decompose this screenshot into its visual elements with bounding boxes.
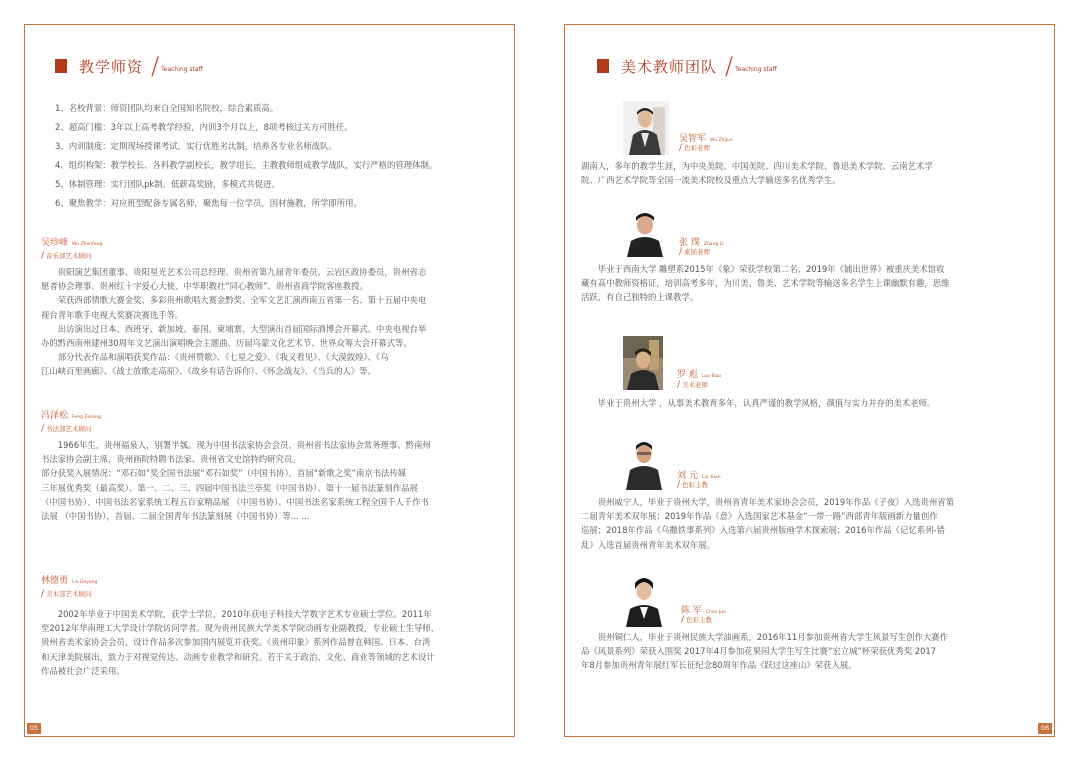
advisor-role: 音乐部艺术顾问 [46,252,92,260]
bio-line: 2002年毕业于中国美术学院，获学士学位，2010年获电子科技大学数字艺术专业硕士学位。2011年 [41,609,432,619]
teacher-name: 吴智军 [679,134,707,144]
teacher-photo [623,336,663,390]
intro-item: 1、名校背景：师资团队均来自全国知名院校，综合素质高。 [55,103,279,113]
bio-line: 院、广西艺术学院等全国一流美术院校及重点大学输送多名优秀学生。 [581,175,841,186]
teacher-name: 陈 军 [681,606,702,616]
bio-line: 部分代表作品和演唱获奖作品：《贵州赞歌》、《七星之爱》、《我又看见》、《大漠敦煌》、《乌 [41,352,389,363]
teacher-name: 刘 元 [677,471,698,481]
bio-line: 湖南人，多年的教学生涯，为中央美院、中国美院、四川美术学院、鲁迅美术学院、云南艺术学 [581,161,933,171]
title-slash: / [151,52,160,80]
bio-line: 巡展；2018年作品《乌撒铁事系列》入选第六届贵州版画学术探索展；2016年作品《记忆系列-错 [581,525,945,536]
teacher-photo [623,432,665,490]
bio-line: （中国书协）、中国书法名家系统工程五百家精品展 （中国书协）、中国书法名家系统工程全国千人千作书 [41,496,429,507]
title-cn: 美术教师团队 [621,58,718,76]
teacher-bio [581,630,948,673]
bio-line: 二届青年美术双年展；2019年作品《意》入选国家艺术基金“一带一路”西部青年版画新力量创作 [581,511,938,522]
advisor-name-en: Feng Zesong [72,415,101,420]
teacher-role: 素描老师 [684,248,711,256]
bio-line: 活跃，有自己独特的上课教学。 [581,292,699,303]
bio-line: 品《风景系列》荣获入围奖 2017年4月参加花果园大学生写生比赛“宏立城”杯荣获优秀奖 2017 [581,646,937,657]
bio-line: 和天津美院展出，致力于对视觉传达、动画专业教学和研究。若干关于政治、文化、商业等领域的艺术设计 [41,651,435,662]
teacher-role: 色彩主教 [682,481,709,489]
teacher-photo [623,101,669,155]
bio-line: 年8月参加贵州青年展红军长征纪念80周年作品《跃过这座山》荣获入展。 [581,660,857,671]
advisor-role: 美术部艺术顾问 [46,590,92,598]
advisor-bio [41,607,501,678]
title-en: Teaching staff [735,66,777,73]
advisor-wu: 吴珍峰 Wu Zhenfeng / 音乐部艺术顾问 贵阳演艺集团董事、贵阳星光艺术公司总经理、贵州省第九届青年委员、云岩区政协委员，贵州省志 愿者协会理事、贵州红十字爱心大使、中华职教社“同心教师”、贵州省商学院客座教授。 荣获西部情歌大赛金奖、多彩贵州歌唱大赛金黔奖、全军文艺汇演西南五省第一名、第十五届中央电 视台青年歌手电视大奖赛决赛选手等。 出访演出过日本、西班牙、新加坡、泰国、柬埔寨、大型演出首届国际酒博会开幕式、中央电视台举 办的黔西南州建州30周年文艺演出演唱晚会主题曲、历届乌蒙文化艺术节、世界众筹大会开幕式等。 部分代表作品和演唱获奖作品：《贵州赞歌》、《七星之爱》、《我又看见》、《大漠敦煌》、《乌 江山峡百里画廊》、《战士放歌走高原》、《故乡有话告诉你》、《怀念战友》、《当兵的人》等。 [41,235,501,379]
bio-line: 视台青年歌手电视大奖赛决赛选手等。 [41,309,184,320]
title-square-icon [597,59,609,73]
teacher-photo [623,571,665,627]
bio-line: 书法家协会副主席，贵州画院特聘书法家、贵州省文史馆特约研究员。 [41,454,301,465]
right-page: 美术教师团队 / Teaching staff 吴智军 Wu Zhijun / 色彩老师 湖南人，多年的教学生涯，为中央美院、中国美院、四川美术学院、鲁迅美术学院、云南艺术学 院、广西艺术学院等全国一流美术院校及重点大学输送多名优秀学生。 张 璞 Zhang Li / 素描老师 毕业于西南大学 雕塑系2015年《象》荣获学校第二名、2019年《铺出世界》被重庆美术馆收 藏有高中教师资格证，培训高考多年，为川美、鲁美、艺术学院等输送多名学生上课幽默有趣，思维 活跃，有自己独特的上课教学。 罗 彪 Luo Biao / 美术老师 毕业于贵州大学 ，从事美术教育多年，认真严谨的教学风格，颜值与实力并存的美术老师。 刘 元 Liu Yuan / 色彩主教 贵州威宁人，毕业于贵州大学，贵州省青年美术家协会会员，2019年作品《子夜》入选贵州省第 二届青年美术双年展；2019年作品《意》入选国家艺术基金“一带一路”西部青年版画新力量创作 巡展；2018年作品《乌撒铁事系列》入选第六届贵州版画学术探索展；2016年作品《记忆系列-错 乱》入选首届贵州青年美术双年展。 陈 军 Chen Jun / 色彩主教 贵州铜仁人，毕业于贵州民族大学油画系，2016年11月参加贵州省大学生风景写生创作大赛作 品《风景系列》荣获入围奖 2017年4月参加花果园大学生写生比赛“宏立城”杯荣获优秀奖 2017 年8月参加贵州青年展红军长征纪念80周年作品《跃过这座山》荣获入展。 06 [564,24,1055,737]
teacher-name: 张 璞 [679,238,700,248]
bio-line: 1966年生，贵州福泉人，别署半瓠。现为中国书法家协会会员、贵州省书法家协会常务理事、黔南州 [41,440,431,450]
advisor-name-en: Lin Deyong [72,580,98,585]
intro-item: 4、组织构架：教学校长、各科教学副校长，教学组长，主教教师组成教学战队，实行严格的管理体制。 [55,159,438,170]
title-cn: 教学师资 [79,58,144,76]
advisor-feng: 冯泽松 Feng Zesong / 书法部艺术顾问 1966年生，贵州福泉人，别署半瓠。现为中国书法家协会会员、贵州省书法家协会常务理事、黔南州 书法家协会副主席，贵州画院特聘书法家、贵州省文史馆特约研究员。 部分获奖入展情况：“邓石如”奖全国书法展“邓石如奖”（中国书协），首届“新歌之奖”南京书法传媒 三年展优秀奖（最高奖）、第一、二、三、四届中国书法兰亭奖（中国书协）、第十一届书法篆刻作品展 （中国书协）、中国书法名家系统工程五百家精品展 （中国书协）、中国书法名家系统工程全国千人千作书 法展 （中国书协），首届、二届全国青年书法篆刻展（中国书协）等... ... [41,408,501,523]
teacher-bio [581,495,954,552]
advisor-name: 林德勇 [41,576,69,586]
bio-line: 愿者协会理事、贵州红十字爱心大使、中华职教社“同心教师”、贵州省商学院客座教授。 [41,281,368,292]
title-slash: / [725,52,734,80]
advisor-name: 冯泽松 [41,411,69,421]
bio-line: 贵州威宁人，毕业于贵州大学，贵州省青年美术家协会会员，2019年作品《子夜》入选贵州省第 [581,497,955,507]
bio-line: 江山峡百里画廊》、《战士放歌走高原》、《故乡有话告诉你》、《怀念战友》、《当兵的人》等。 [41,366,376,377]
teacher-name: 罗 彪 [677,370,698,380]
bio-line: 部分获奖入展情况：“邓石如”奖全国书法展“邓石如奖”（中国书协），首届“新歌之奖”南京书法传媒 [41,468,407,479]
title-square-icon [55,59,67,73]
advisor-role: 书法部艺术顾问 [46,425,92,433]
teacher-role: 色彩主教 [686,616,713,624]
intro-list [55,99,437,212]
teacher-role: 色彩老师 [684,144,711,152]
bio-line: 法展 （中国书协），首届、二届全国青年书法篆刻展（中国书协）等... ... [41,511,310,522]
bio-line: 贵州省美术家协会会员。设计作品多次参加国内展览并获奖。《贵州印象》系列作品曾在韩国、日本、台湾 [41,637,431,648]
teacher-bio [581,262,950,305]
page-number: 05 [27,723,41,734]
teacher-name-en: Luo Biao [701,374,722,379]
section-title [55,52,203,80]
bio-line: 作品被社会广泛采用。 [41,665,125,676]
section-title [597,52,777,80]
bio-line: 毕业于贵州大学 ，从事美术教育多年，认真严谨的教学风格，颜值与实力并存的美术老师。 [581,398,936,408]
advisor-name-en: Wu Zhenfeng [72,242,103,247]
teacher-role: 美术老师 [682,381,709,389]
bio-line: 三年展优秀奖（最高奖）、第一、二、三、四届中国书法兰亭奖（中国书协）、第十一届书法篆刻作品展 [41,482,418,493]
teacher-bio [581,159,933,187]
bio-line: 乱》入选首届贵州青年美术双年展。 [581,539,715,550]
bio-line: 贵阳演艺集团董事、贵阳星光艺术公司总经理、贵州省第九届青年委员、云岩区政协委员，贵州省志 [41,267,427,277]
intro-item: 3、内训制度：定期现场授课考试，实行优胜劣汰制，培养各专业名师战队。 [55,140,337,151]
advisor-lin: 林德勇 Lin Deyong / 美术部艺术顾问 2002年毕业于中国美术学院，获学士学位，2010年获电子科技大学数字艺术专业硕士学位。2011年 至2012年华南理工大学设计学院访问学者。现为贵州民族大学美术学院动画专业副教授，专业硕士生导师， 贵州省美术家协会会员。设计作品多次参加国内展览并获奖。《贵州印象》系列作品曾在韩国、日本、台湾 和天津美院展出，致力于对视觉传达、动画专业教学和研究。若干关于政治、文化、商业等领域的艺术设计 作品被社会广泛采用。 [41,573,501,678]
bio-line: 毕业于西南大学 雕塑系2015年《象》荣获学校第二名、2019年《铺出世界》被重庆美术馆收 [581,264,945,274]
bio-line: 藏有高中教师资格证，培训高考多年，为川美、鲁美、艺术学院等输送多名学生上课幽默有趣，思维 [581,278,950,289]
left-page [24,24,515,737]
bio-line: 至2012年华南理工大学设计学院访问学者。现为贵州民族大学美术学院动画专业副教授，专业硕士生导师， [41,623,440,634]
intro-item: 2、超高门槛：3年以上高考教学经验，内训3个月以上，8项考核过关方可胜任。 [55,121,353,132]
teacher-name-en: Wu Zhijun [710,138,733,143]
intro-item: 5、体制管理：实行团队pk制，低薪高奖励，多模式共促进。 [55,178,280,189]
bio-line: 荣获西部情歌大赛金奖、多彩贵州歌唱大赛金黔奖、全军文艺汇演西南五省第一名、第十五届中央电 [41,295,427,306]
teacher-name-en: Chen Jun [705,610,726,615]
intro-item: 6、聚焦教学：对应班型配备专属名师，聚焦每一位学员，因材施教，所学即所用。 [55,197,362,208]
bio-line: 贵州铜仁人，毕业于贵州民族大学油画系，2016年11月参加贵州省大学生风景写生创作大赛作 [581,632,948,642]
advisor-bio [41,438,501,523]
teacher-photo [623,205,667,257]
teacher-name-en: Liu Yuan [701,475,721,480]
bio-line: 办的黔西南州建州30周年文艺演出演唱晚会主题曲、历届乌蒙文化艺术节、世界众筹大会开幕式等。 [41,338,412,349]
title-en: Teaching staff [161,66,203,73]
teacher-name-en: Zhang Li [703,242,724,247]
bio-line: 出访演出过日本、西班牙、新加坡、泰国、柬埔寨、大型演出首届国际酒博会开幕式、中央电视台举 [41,323,427,334]
advisor-bio [41,265,501,379]
teacher-bio [581,396,935,410]
advisor-name: 吴珍峰 [41,238,69,248]
page-number: 06 [1038,723,1052,734]
